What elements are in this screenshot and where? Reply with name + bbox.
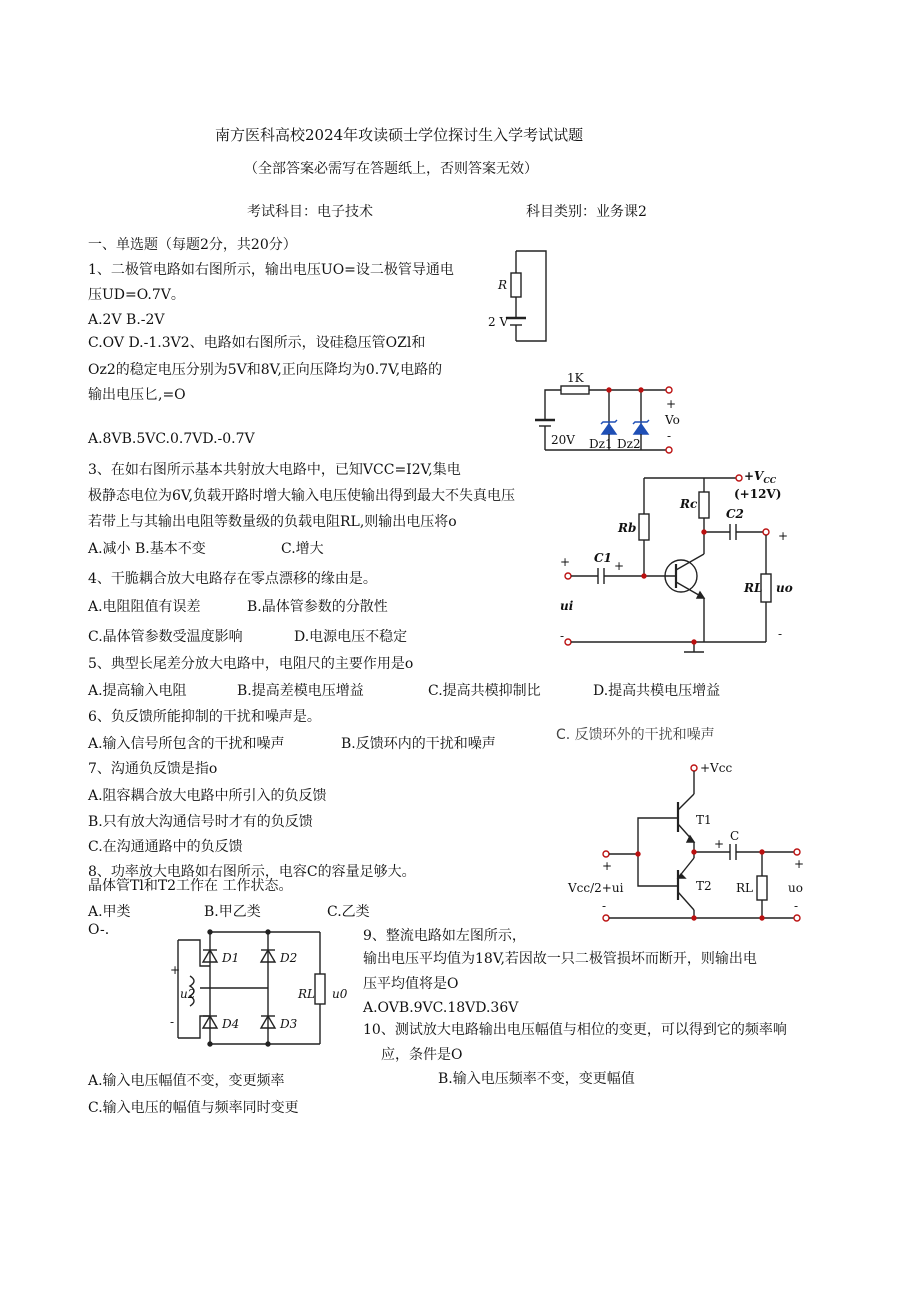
q4-option-d: D.电源电压不稳定 (294, 629, 408, 645)
input-plus-sign: + (560, 555, 571, 569)
u2-minus-sign: - (170, 1015, 175, 1029)
q3-option-ab: A.减小 B.基本不变 (88, 541, 206, 557)
input-label: Vcc/2+ui (568, 881, 624, 895)
source-20v-label: 20V (551, 433, 575, 447)
q7-option-c: C.在沟通通路中的负反馈 (88, 839, 243, 855)
output-minus-sign: - (778, 627, 783, 641)
q7-question: 7、沟通负反馈是指o (88, 761, 218, 777)
q6-option-c: C. 反馈环外的干扰和噪声 (556, 727, 715, 743)
q10-line-2: 应，条件是O (381, 1047, 463, 1063)
u2-label: u2 (180, 987, 196, 1001)
input-minus-sign: - (560, 629, 565, 643)
q9-options: A.OVB.9VC.18VD.36V (363, 1000, 519, 1016)
q8-option-a: A.甲类 (88, 904, 131, 920)
q3-line-1: 3、在如右图所示基本共射放大电路中，已知VCC=I2V,集电 (88, 462, 461, 478)
q6-option-a: A.输入信号所包含的干扰和噪声 (88, 736, 285, 752)
q10-option-b: B.输入电压频率不变，变更幅值 (438, 1071, 635, 1087)
c2-label: C2 (726, 507, 744, 521)
ui-label: ui (560, 599, 574, 613)
vcc-label: $+V_{CC}$ (744, 469, 777, 485)
q6-option-b: B.反馈环内的干扰和噪声 (341, 736, 496, 752)
output-plus-sign: + (794, 857, 805, 871)
q4-option-c: C.晶体管参数受温度影响 (88, 629, 243, 645)
output-plus-sign: + (778, 529, 789, 543)
q4-question: 4、干脆耦合放大电路存在零点漂移的缘由是。 (88, 571, 377, 587)
q10-option-c: C.输入电压的幅值与频率同时变更 (88, 1100, 299, 1116)
q5-option-b: B.提高差模电压增益 (237, 683, 364, 699)
uo-label: u0 (332, 987, 348, 1001)
resistor-r (511, 273, 521, 297)
q4-option-a: A.电阻阻值有误差 (88, 599, 201, 615)
battery-label: 2 V (488, 315, 509, 329)
exam-notice: （全部答案必需写在答题纸上，否则答案无效） (244, 161, 538, 177)
q3-line-3: 若带上与其输出电阻等数量级的负载电阻RL,则输出电压将o (88, 514, 457, 530)
figure-2-zener-circuit (533, 372, 683, 458)
exam-subject: 考试科目：电子技术 (247, 204, 373, 220)
rl-label: RL (744, 581, 763, 595)
q7-option-a: A.阻容耦合放大电路中所引入的负反馈 (88, 788, 327, 804)
input-minus-sign: - (602, 899, 607, 913)
q7-option-b: B.只有放大沟通信号时才有的负反馈 (88, 814, 313, 830)
q5-option-c: C.提高共模抑制比 (428, 683, 541, 699)
q1-options: A.2V B.-2V (88, 312, 165, 328)
exam-title: 南方医科高校2024年攻读硕士学位探讨生入学考试试题 (215, 126, 584, 144)
vcc-value-label: (+12V) (734, 487, 782, 501)
q9-line-2: 输出电压平均值为18V,若因故一只二极管损坏而断开，则输出电 (363, 951, 757, 967)
q8-option-b: B.甲乙类 (204, 904, 261, 920)
q5-option-a: A.提高输入电阻 (88, 683, 187, 699)
c1-plus-sign: + (614, 559, 625, 573)
d2-label: D2 (280, 951, 298, 965)
figure-3-amplifier-circuit (556, 469, 793, 660)
section-heading: 一、单选题（每题2分，共20分） (88, 237, 297, 253)
q8-option-c: C.乙类 (327, 904, 370, 920)
uo-label: uo (776, 581, 793, 595)
q9-line-3: 压平均值将是O (363, 976, 459, 992)
q10-option-a: A.输入电压幅值不变，变更频率 (88, 1073, 285, 1089)
q5-question: 5、典型长尾差分放大电路中，电阻尺的主要作用是o (88, 656, 414, 672)
capacitor-c-label: C (730, 829, 740, 843)
q8-line-2: 晶体管Tl和T2工作在 工作状态。 (88, 878, 293, 894)
d4-label: D4 (222, 1017, 240, 1031)
vcc-label: +Vcc (700, 761, 733, 775)
u2-plus-sign: + (170, 963, 181, 977)
zener-dz1-label: Dz1 (589, 437, 613, 451)
q9-line-1: 9、整流电路如左图所示， (363, 928, 526, 944)
q6-question: 6、负反馈所能抑制的干扰和噪声是。 (88, 709, 321, 725)
q8-line-1: 8、功率放大电路如右图所示，电容C的容量足够大。 (88, 864, 416, 880)
resistor-r-label: R (498, 278, 508, 292)
zener-dz2-label: Dz2 (617, 437, 641, 451)
rl-label: RL (736, 881, 754, 895)
figure-5-bridge-rectifier (160, 926, 348, 1050)
q2-line-1: C.OV D.-1.3V2、电路如右图所示，设硅稳压管OZl和 (88, 335, 426, 351)
resistor-1k-label: 1K (567, 371, 584, 385)
output-minus-sign: - (794, 899, 799, 913)
figure-4-power-amp-circuit (566, 758, 810, 930)
q2-line-2: Oz2的稳定电压分别为5V和8V,正向压降均为0.7V,电路的 (88, 362, 443, 378)
q4-option-b: B.晶体管参数的分散性 (247, 599, 388, 615)
q1-line-1: 1、二极管电路如右图所示，输出电压UO=设二极管导通电 (88, 262, 454, 278)
q5-option-d: D.提高共模电压增益 (593, 683, 721, 699)
t1-label: T1 (696, 813, 712, 827)
output-vo-label: Vo (665, 413, 680, 427)
d3-label: D3 (280, 1017, 298, 1031)
figure-1-circuit (486, 246, 552, 346)
cap-plus-sign: + (714, 837, 725, 851)
t2-label: T2 (696, 879, 712, 893)
c1-label: C1 (594, 551, 612, 565)
output-label: uo (788, 881, 803, 895)
q2-line-3: 输出电压匕,=O (88, 387, 186, 403)
exam-category: 科目类别：业务课2 (526, 204, 647, 220)
q3-line-2: 极静态电位为6V,负载开路时增大输入电压使输出得到最大不失真电压 (88, 488, 516, 504)
q2-options: A.8VB.5VC.0.7VD.-0.7V (88, 431, 255, 447)
rc-label: Rc (680, 497, 698, 511)
q10-line-1: 10、测试放大电路输出电压幅值与相位的变更，可以得到它的频率响 (363, 1022, 787, 1038)
input-plus-sign: + (602, 859, 613, 873)
q1-line-2: 压UD=O.7V。 (88, 287, 185, 303)
rl-label: RL (298, 987, 316, 1001)
d1-label: D1 (222, 951, 240, 965)
rb-label: Rb (618, 521, 637, 535)
output-plus-sign: + (666, 397, 677, 411)
q3-option-c: C.增大 (281, 541, 324, 557)
output-minus-sign: - (667, 429, 672, 443)
q8-option-d: O-. (88, 922, 110, 938)
